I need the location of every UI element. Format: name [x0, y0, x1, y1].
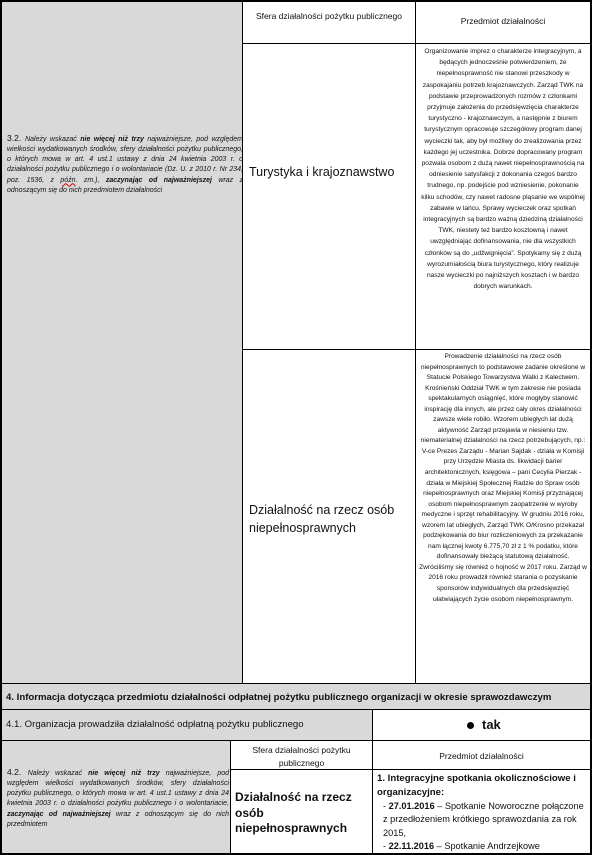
- activities-block: [377, 772, 587, 853]
- bullet-icon: [467, 722, 474, 729]
- section-4-title-cell: [1, 683, 591, 710]
- label-4-2-t1: Należy wskazać: [27, 770, 89, 777]
- activities-list: [377, 800, 587, 853]
- label-3-2-b1: nie więcej niż trzy: [80, 136, 144, 143]
- label-cell-4-2: [1, 740, 231, 854]
- activity-date: 27.01.2016: [388, 800, 435, 811]
- activity-date: 22.11.2016: [388, 840, 435, 851]
- label-cell-3-2: [1, 1, 243, 684]
- a41-value: tak: [482, 717, 501, 732]
- header-przedmiot-1: [415, 1, 591, 44]
- label-4-2-b2: zaczynając od najważniejszej: [7, 810, 111, 818]
- header-sfera-1-text: Sfera działalności pożytku publicznego: [255, 11, 402, 21]
- label-4-2-text: [7, 766, 229, 830]
- row1-sfera-cell: [242, 43, 416, 350]
- header-sfera-2-text: Sfera działalności pożytku publicznego: [252, 745, 351, 768]
- header-przedmiot-2-text: Przedmiot działalności: [439, 751, 524, 761]
- label-4-2-t3: wraz z odnoszącym się do nich przedmiotem: [7, 810, 229, 828]
- row1-przedmiot-cell: [415, 43, 591, 350]
- row1-przedmiot-text: Organizowanie imprez o charakterze integracyjnym, a będących jednocześnie potwierdzeniem, że niepełnosprawność nie stanowi przeszkody w zaspokajaniu potrzeb krajoznawczych. Zarząd TWK na podstawie przeprowadzonych rozmów z członkami przyjmuje założenia do przedsięwzięcia charakterze turystyczno - krajoznawczym, a następnie z biurem turystycznym opracowuje szczegółowy program danej wycieczki tak, aby był możliwy do zrealizowania przez każdego jej uczestnika. Dobrze dopracowany program pozwala osobom z dużą nawet niepełnosprawnością na odniesienie satysfakcji z dokonania czegoś bardzo trudnego, np. podejście pod wzniesienie, pokonanie kilku schodów, czy nawet radosne pląsanie we wspólnej zabawie w tańcu. Sprawy wycieczek oraz spotkań integracyjnych są bardzo ważną dziedziną działalności TWK, niestety też bardzo kosztowną i nawet uwzględniając dofinansowania, nie dla wszystkich członków są do „udźwignięcia”. Spotykamy się z dużą wyrozumiałością biura turystycznego, który realizuje nasze wycieczki po najniższych kosztach i w bardzo dobrych warunkach.: [421, 48, 585, 291]
- q41-text: 4.1. Organizacja prowadziła działalność odpłatną pożytku publicznego: [6, 719, 304, 730]
- row2-sfera: Działalność na rzecz osób niepełnosprawnych: [249, 503, 395, 535]
- label-3-2-t2c: . zm.),: [75, 176, 106, 184]
- activities-title: 1. Integracyjne spotkania okolicznościowe i organizacyjne:: [377, 773, 576, 798]
- label-4-2-b1: nie więcej niż trzy: [88, 770, 160, 777]
- activity-item: - 22.11.2016 – Spotkanie Andrzejkowe: [383, 840, 540, 851]
- row2-przedmiot-text: Prowadzenie działalności na rzecz osób niepełnosprawnych to podstawowe zadanie określone w Statucie Polskiego Towarzystwa Walki z Kalectwem. Krośnieński Oddział TWK w tym zakresie nie posiada spektakularnych osiągnięć, które mogłyby stanowić inspirację dla innych, ale przez cały okres działalności zawsze wiele robiło. Wzorem ubiegłych lat dużą aktywność Zarząd przejawia w niesieniu tzw. niematerialnej działalności na rzecz potrzebujących, np.: V-ce Prezes Zarządu - Marian Sajdak - działa w Komisji przy Urzędzie Miasta ds. likwidacji barier architektonicznych, księgowa – pani Cecylia Pierzak - działa w Miejskiej Społecznej Radzie do Spraw osób niepełnosprawnych oraz Miejskiej Komisji przyznającej osobom niepełnosprawnym zaopatrzenie w wyroby medyczne i sprzęt rehabilitacyjny. W grudniu 2016 roku, wzorem lat ubiegłych, Zarząd TWK O/Krosno przekazał podziękowania do biur rozliczeniowych za przekazanie nam łącznej kwoty 6.775,70 zł z 1 % podatku, które dofinansowały bieżącą statutową działalność. Zwróciliśmy się również o hojność w 2017 roku. Zarząd w 2016 roku prowadził również starania o pozyskanie sponsorów indywidualnych dla przedsięwzięć ułatwiających życie osobom niepełnosprawnym.: [419, 353, 587, 603]
- activity-text: – Spotkanie Noworoczne połączone z przedłożeniem krótkiego sprawozdania za rok 2015,: [383, 800, 584, 838]
- row1-sfera: Turystyka i krajoznawstwo: [249, 165, 395, 179]
- label-3-2-t3: wraz z odnoszącym się do nich przedmiotem działalności: [7, 176, 244, 194]
- label-3-2-num: 3.2.: [7, 133, 26, 143]
- row2-przedmiot-cell: [415, 349, 591, 684]
- label-3-2-t1: Należy wskazać: [25, 136, 81, 143]
- row-4-2-sfera: Działalność na rzecz osób niepełnosprawnych: [235, 790, 352, 836]
- label-3-2-t2b: późn: [60, 176, 76, 184]
- activity-item: - 27.01.2016 – Spotkanie Noworoczne połączone z przedłożeniem krótkiego sprawozdania za rok 2015,: [383, 800, 584, 838]
- a41-cell: [372, 709, 591, 741]
- section-4-title: 4. Informacja dotycząca przedmiotu działalności odpłatnej pożytku publicznego organizacji w okresie sprawozdawczym: [6, 692, 552, 703]
- activity-text: – Spotkanie Andrzejkowe: [434, 840, 540, 851]
- header-sfera-2: [230, 740, 373, 770]
- label-4-2-num: 4.2.: [7, 767, 28, 777]
- label-3-2-t2: najważniejsze, pod względem wielkości wydatkowanych środków, sfery działalności pożytku publicznego, o których mowa w art. 4 ust.1 ustawy z dnia 24 kwietnia 2003 r. o działalności pożytku publicznego i o wolontariacie (Dz. U. z 2010 r. Nr 234, poz. 1536, z: [7, 136, 243, 184]
- row2-sfera-cell: [242, 349, 416, 684]
- row-4-2-sfera-cell: [230, 769, 373, 854]
- label-3-2-b2: zaczynając od najważniejszej: [105, 176, 212, 184]
- label-3-2-text: [7, 132, 243, 196]
- header-przedmiot-2: [372, 740, 591, 770]
- row-4-2-przedmiot-cell: [372, 769, 591, 854]
- header-sfera-1: [242, 1, 416, 44]
- label-4-2-t2: najważniejsze, pod względem wielkości wydatkowanych środków, sfery działalności pożytku publicznego, o których mowa w art. 4 ust.1 ustawy z dnia 24 kwietnia 2003 r. o działalności pożytku publicznego i o wolontariacie,: [7, 770, 230, 808]
- q41-cell: [1, 709, 373, 741]
- header-przedmiot-1-text: Przedmiot działalności: [460, 16, 546, 26]
